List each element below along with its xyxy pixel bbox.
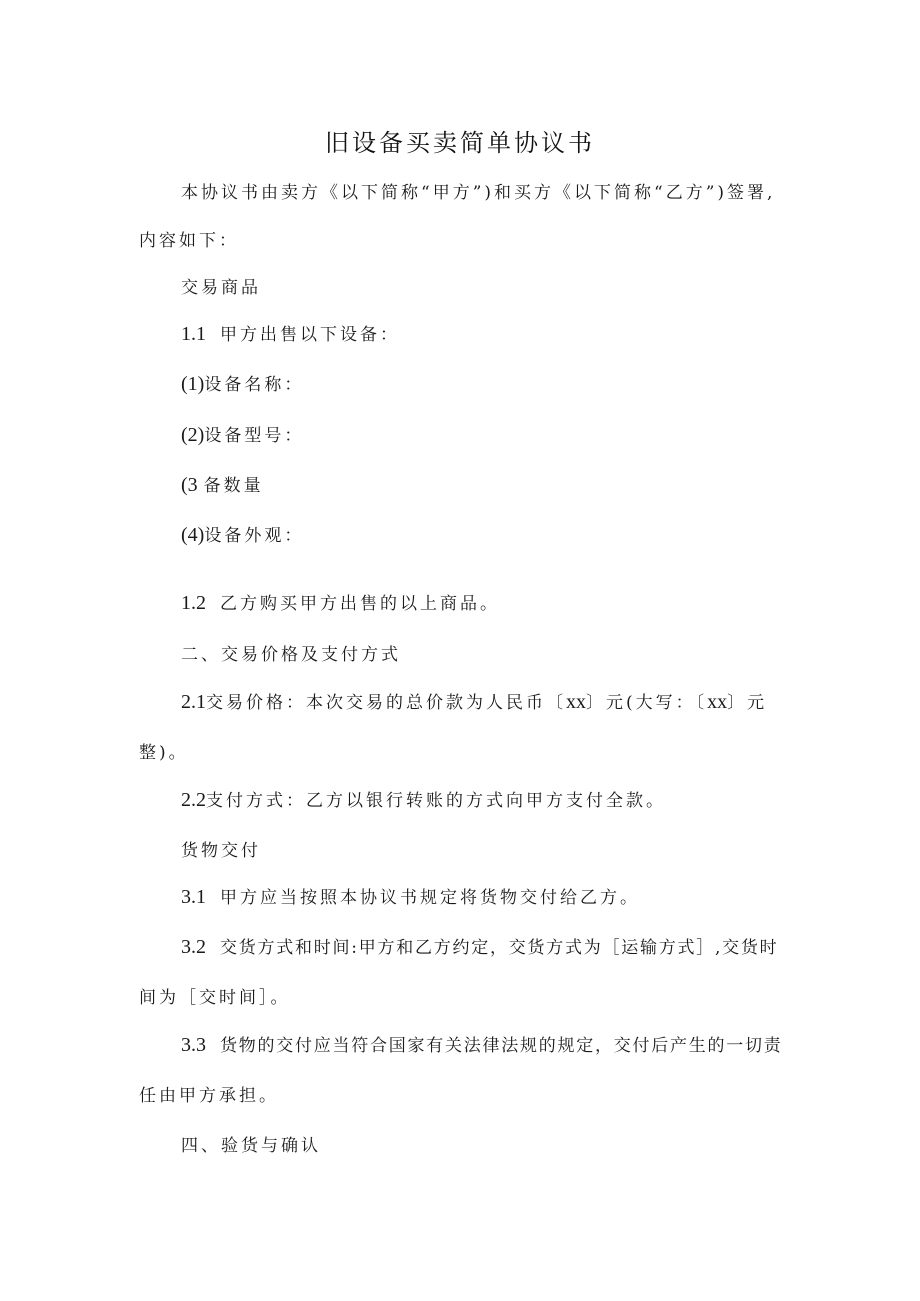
clause-1-2 <box>181 589 500 615</box>
intro-line-2: 内容如下： <box>139 231 239 251</box>
clause-text: 甲方应当按照本协议书规定将货物交付给乙方。 <box>220 888 640 908</box>
sub-item-text: 设备型号： <box>204 426 305 446</box>
sub-item-text: 备数量 <box>203 476 264 496</box>
clause-text: 货物的交付应当符合国家有关法律法规的规定，交付后产生的一切责 <box>220 1036 783 1056</box>
sub-item-text: 设备外观： <box>204 526 305 546</box>
price-placeholder: xx <box>566 691 586 713</box>
clause-1-1 <box>181 320 400 346</box>
section-2-heading: 二、交易价格及支付方式 <box>181 645 401 665</box>
clause-2-1-cont: 整)。 <box>139 743 189 763</box>
section-3-heading: 货物交付 <box>181 841 261 861</box>
clause-text-c: 〕元 <box>727 693 768 713</box>
clause-number: 1.2 <box>181 592 206 614</box>
clause-number: 2.2 <box>181 789 206 811</box>
clause-number: 3.1 <box>181 886 206 908</box>
clause-3-2-cont: 间为［交时间］。 <box>139 988 291 1008</box>
sub-item-4 <box>181 521 304 547</box>
clause-2-1 <box>181 688 767 714</box>
clause-2-2 <box>181 786 666 812</box>
sub-item-3 <box>181 471 264 497</box>
clause-3-1 <box>181 883 640 909</box>
clause-text-b: 〕元(大写：〔 <box>586 693 708 713</box>
clause-3-2 <box>181 933 778 959</box>
clause-text: 支付方式：乙方以银行转账的方式向甲方支付全款。 <box>206 791 666 811</box>
sub-item-number: (2) <box>181 424 205 446</box>
clause-3-3 <box>181 1031 783 1057</box>
clause-number: 3.2 <box>181 936 206 958</box>
intro-line-1: 本协议书由卖方《以下简称“甲方”)和买方《以下简称“乙方”)签署, <box>181 183 776 203</box>
sub-item-number: (1) <box>181 373 205 395</box>
sub-item-number: (3 <box>181 474 198 496</box>
sub-item-text: 设备名称： <box>204 375 305 395</box>
document-title: 旧设备买卖简单协议书 <box>325 129 595 157</box>
sub-item-2 <box>181 421 304 447</box>
section-1-heading: 交易商品 <box>181 278 261 298</box>
clause-number: 1.1 <box>181 323 206 345</box>
section-4-heading: 四、验货与确认 <box>181 1136 321 1156</box>
price-words-placeholder: xx <box>707 691 728 713</box>
clause-text: 交货方式和时间:甲方和乙方约定，交货方式为［运输方式］,交货时 <box>220 938 779 958</box>
clause-number: 3.3 <box>181 1034 206 1056</box>
clause-text-a: 交易价格：本次交易的总价款为人民币〔 <box>206 693 566 713</box>
sub-item-number: (4) <box>181 524 205 546</box>
sub-item-1 <box>181 370 304 396</box>
clause-3-3-cont: 任由甲方承担。 <box>139 1086 279 1106</box>
clause-number: 2.1 <box>181 691 206 713</box>
clause-text: 甲方出售以下设备： <box>220 325 400 345</box>
clause-text: 乙方购买甲方出售的以上商品。 <box>220 594 500 614</box>
